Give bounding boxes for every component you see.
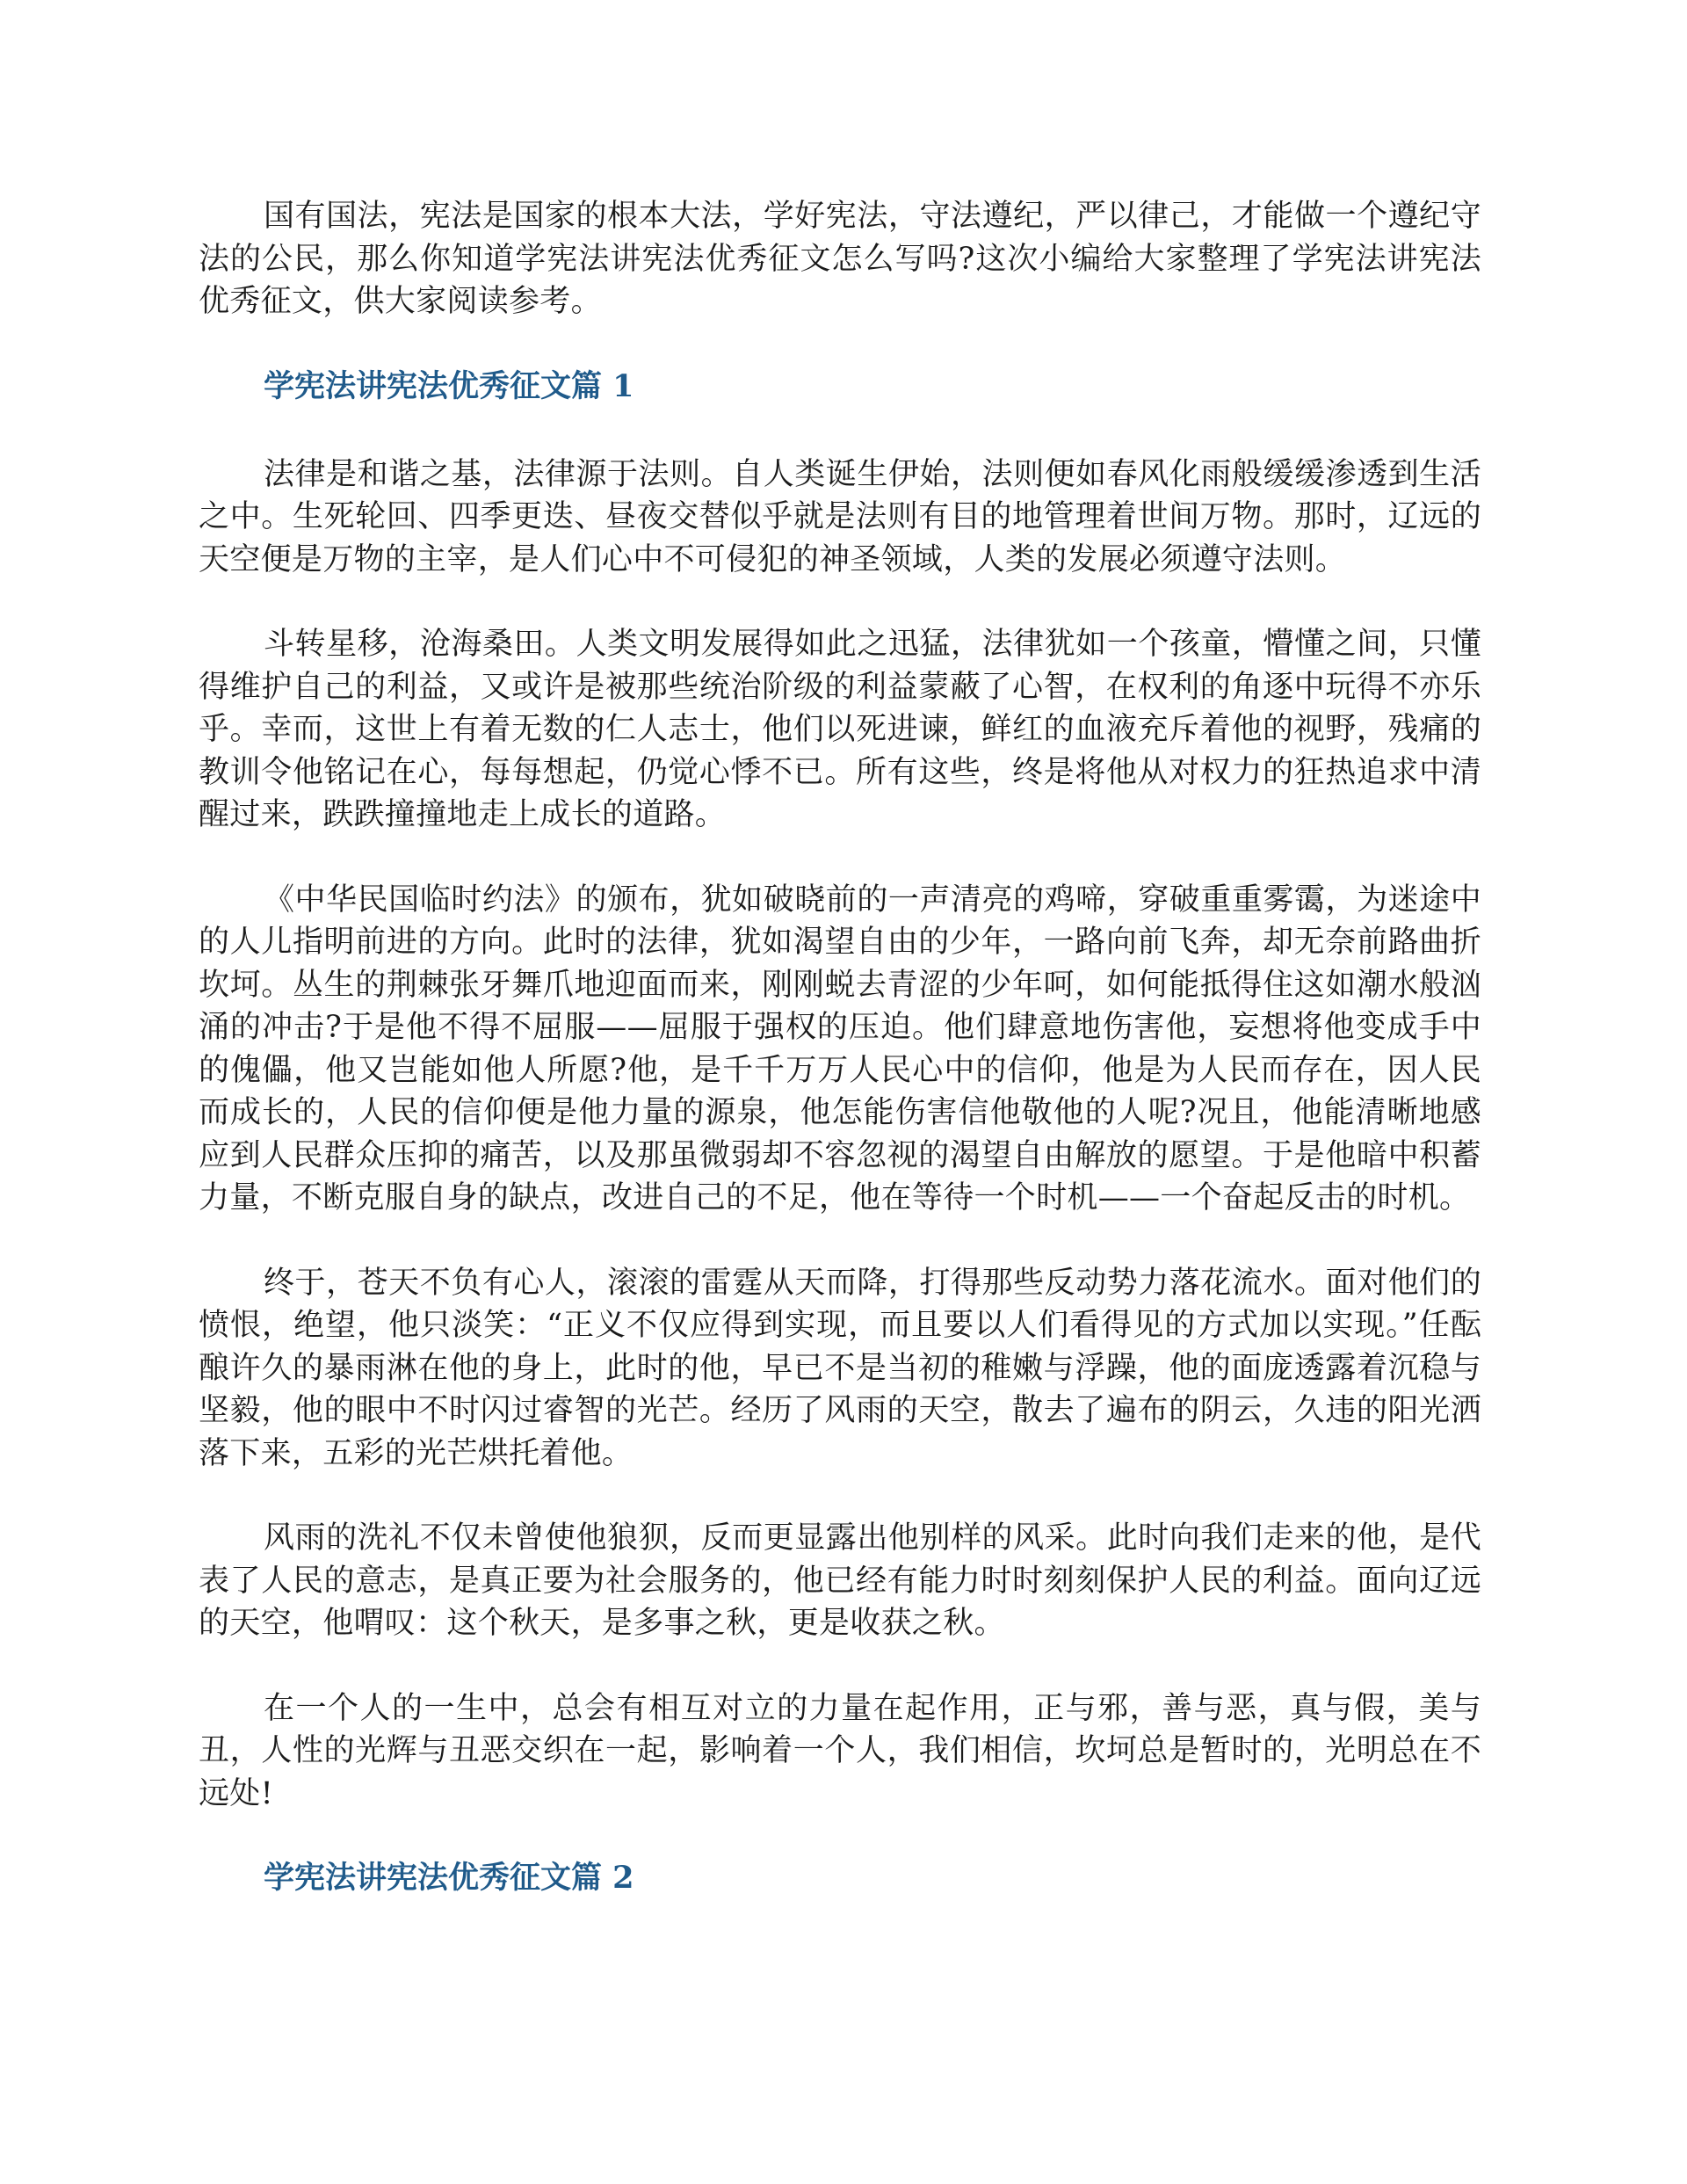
section-1-paragraph-4: 终于，苍天不负有心人，滚滚的雷霆从天而降，打得那些反动势力落花流水。面对他们的愤恨，绝望，他只淡笑：“正义不仅应得到实现，而且要以人们看得见的方式加以实现。”任酝酿许久的暴雨淋在他的身上，此时的他，早已不是当初的稚嫩与浮躁，他的面庞透露着沉稳与坚毅，他的眼中不时闪过睿智的光芒。经历了风雨的天空，散去了遍布的阴云，久违的阳光洒落下来，五彩的光芒烘托着他。: [199, 1265, 1481, 1471]
intro-paragraph: 国有国法，宪法是国家的根本大法，学好宪法，守法遵纪，严以律己，才能做一个遵纪守法的公民，那么你知道学宪法讲宪法优秀征文怎么写吗?这次小编给大家整理了学宪法讲宪法优秀征文，供大家阅读参考。: [199, 199, 1481, 319]
document-body: [199, 195, 1481, 1945]
section-1-paragraph-3: 《中华民国临时约法》的颁布，犹如破晓前的一声清亮的鸡啼，穿破重重雾霭，为迷途中的人儿指明前进的方向。此时的法律，犹如渴望自由的少年，一路向前飞奔，却无奈前路曲折坎坷。丛生的荆棘张牙舞爪地迎面而来，刚刚蜕去青涩的少年呵，如何能抵得住这如潮水般汹涌的冲击?于是他不得不屈服——屈服于强权的压迫。他们肆意地伤害他，妄想将他变成手中的傀儡，他又岂能如他人所愿?他，是千千万万人民心中的信仰，他是为人民而存在，因人民而成长的，人民的信仰便是他力量的源泉，他怎能伤害信他敬他的人呢?况且，他能清晰地感应到人民群众压抑的痛苦，以及那虽微弱却不容忽视的渴望自由解放的愿望。于是他暗中积蓄力量，不断克服自身的缺点，改进自己的不足，他在等待一个时机——一个奋起反击的时机。: [199, 882, 1481, 1215]
section-1-paragraph-1: 法律是和谐之基，法律源于法则。自人类诞生伊始，法则便如春风化雨般缓缓渗透到生活之中。生死轮回、四季更迭、昼夜交替似乎就是法则有目的地管理着世间万物。那时，辽远的天空便是万物的主宰，是人们心中不可侵犯的神圣领域，人类的发展必须遵守法则。: [199, 456, 1481, 577]
section-2-heading: 学宪法讲宪法优秀征文篇 2: [264, 1860, 634, 1896]
section-1-heading: 学宪法讲宪法优秀征文篇 1: [264, 367, 634, 404]
section-1-paragraph-5: 风雨的洗礼不仅未曾使他狼狈，反而更显露出他别样的风采。此时向我们走来的他，是代表了人民的意志，是真正要为社会服务的，他已经有能力时时刻刻保护人民的利益。面向辽远的天空，他喟叹：这个秋天，是多事之秋，更是收获之秋。: [199, 1520, 1481, 1641]
section-1-paragraph-2: 斗转星移，沧海桑田。人类文明发展得如此之迅猛，法律犹如一个孩童，懵懂之间，只懂得维护自己的利益，又或许是被那些统治阶级的利益蒙蔽了心智，在权利的角逐中玩得不亦乐乎。幸而，这世上有着无数的仁人志士，他们以死进谏，鲜红的血液充斥着他的视野，残痛的教训令他铭记在心，每每想起，仍觉心悸不已。所有这些，终是将他从对权力的狂热追求中清醒过来，跌跌撞撞地走上成长的道路。: [199, 627, 1481, 832]
section-1-paragraph-6: 在一个人的一生中，总会有相互对立的力量在起作用，正与邪，善与恶，真与假，美与丑，人性的光辉与丑恶交织在一起，影响着一个人，我们相信，坎坷总是暂时的，光明总在不远处!: [199, 1690, 1481, 1811]
